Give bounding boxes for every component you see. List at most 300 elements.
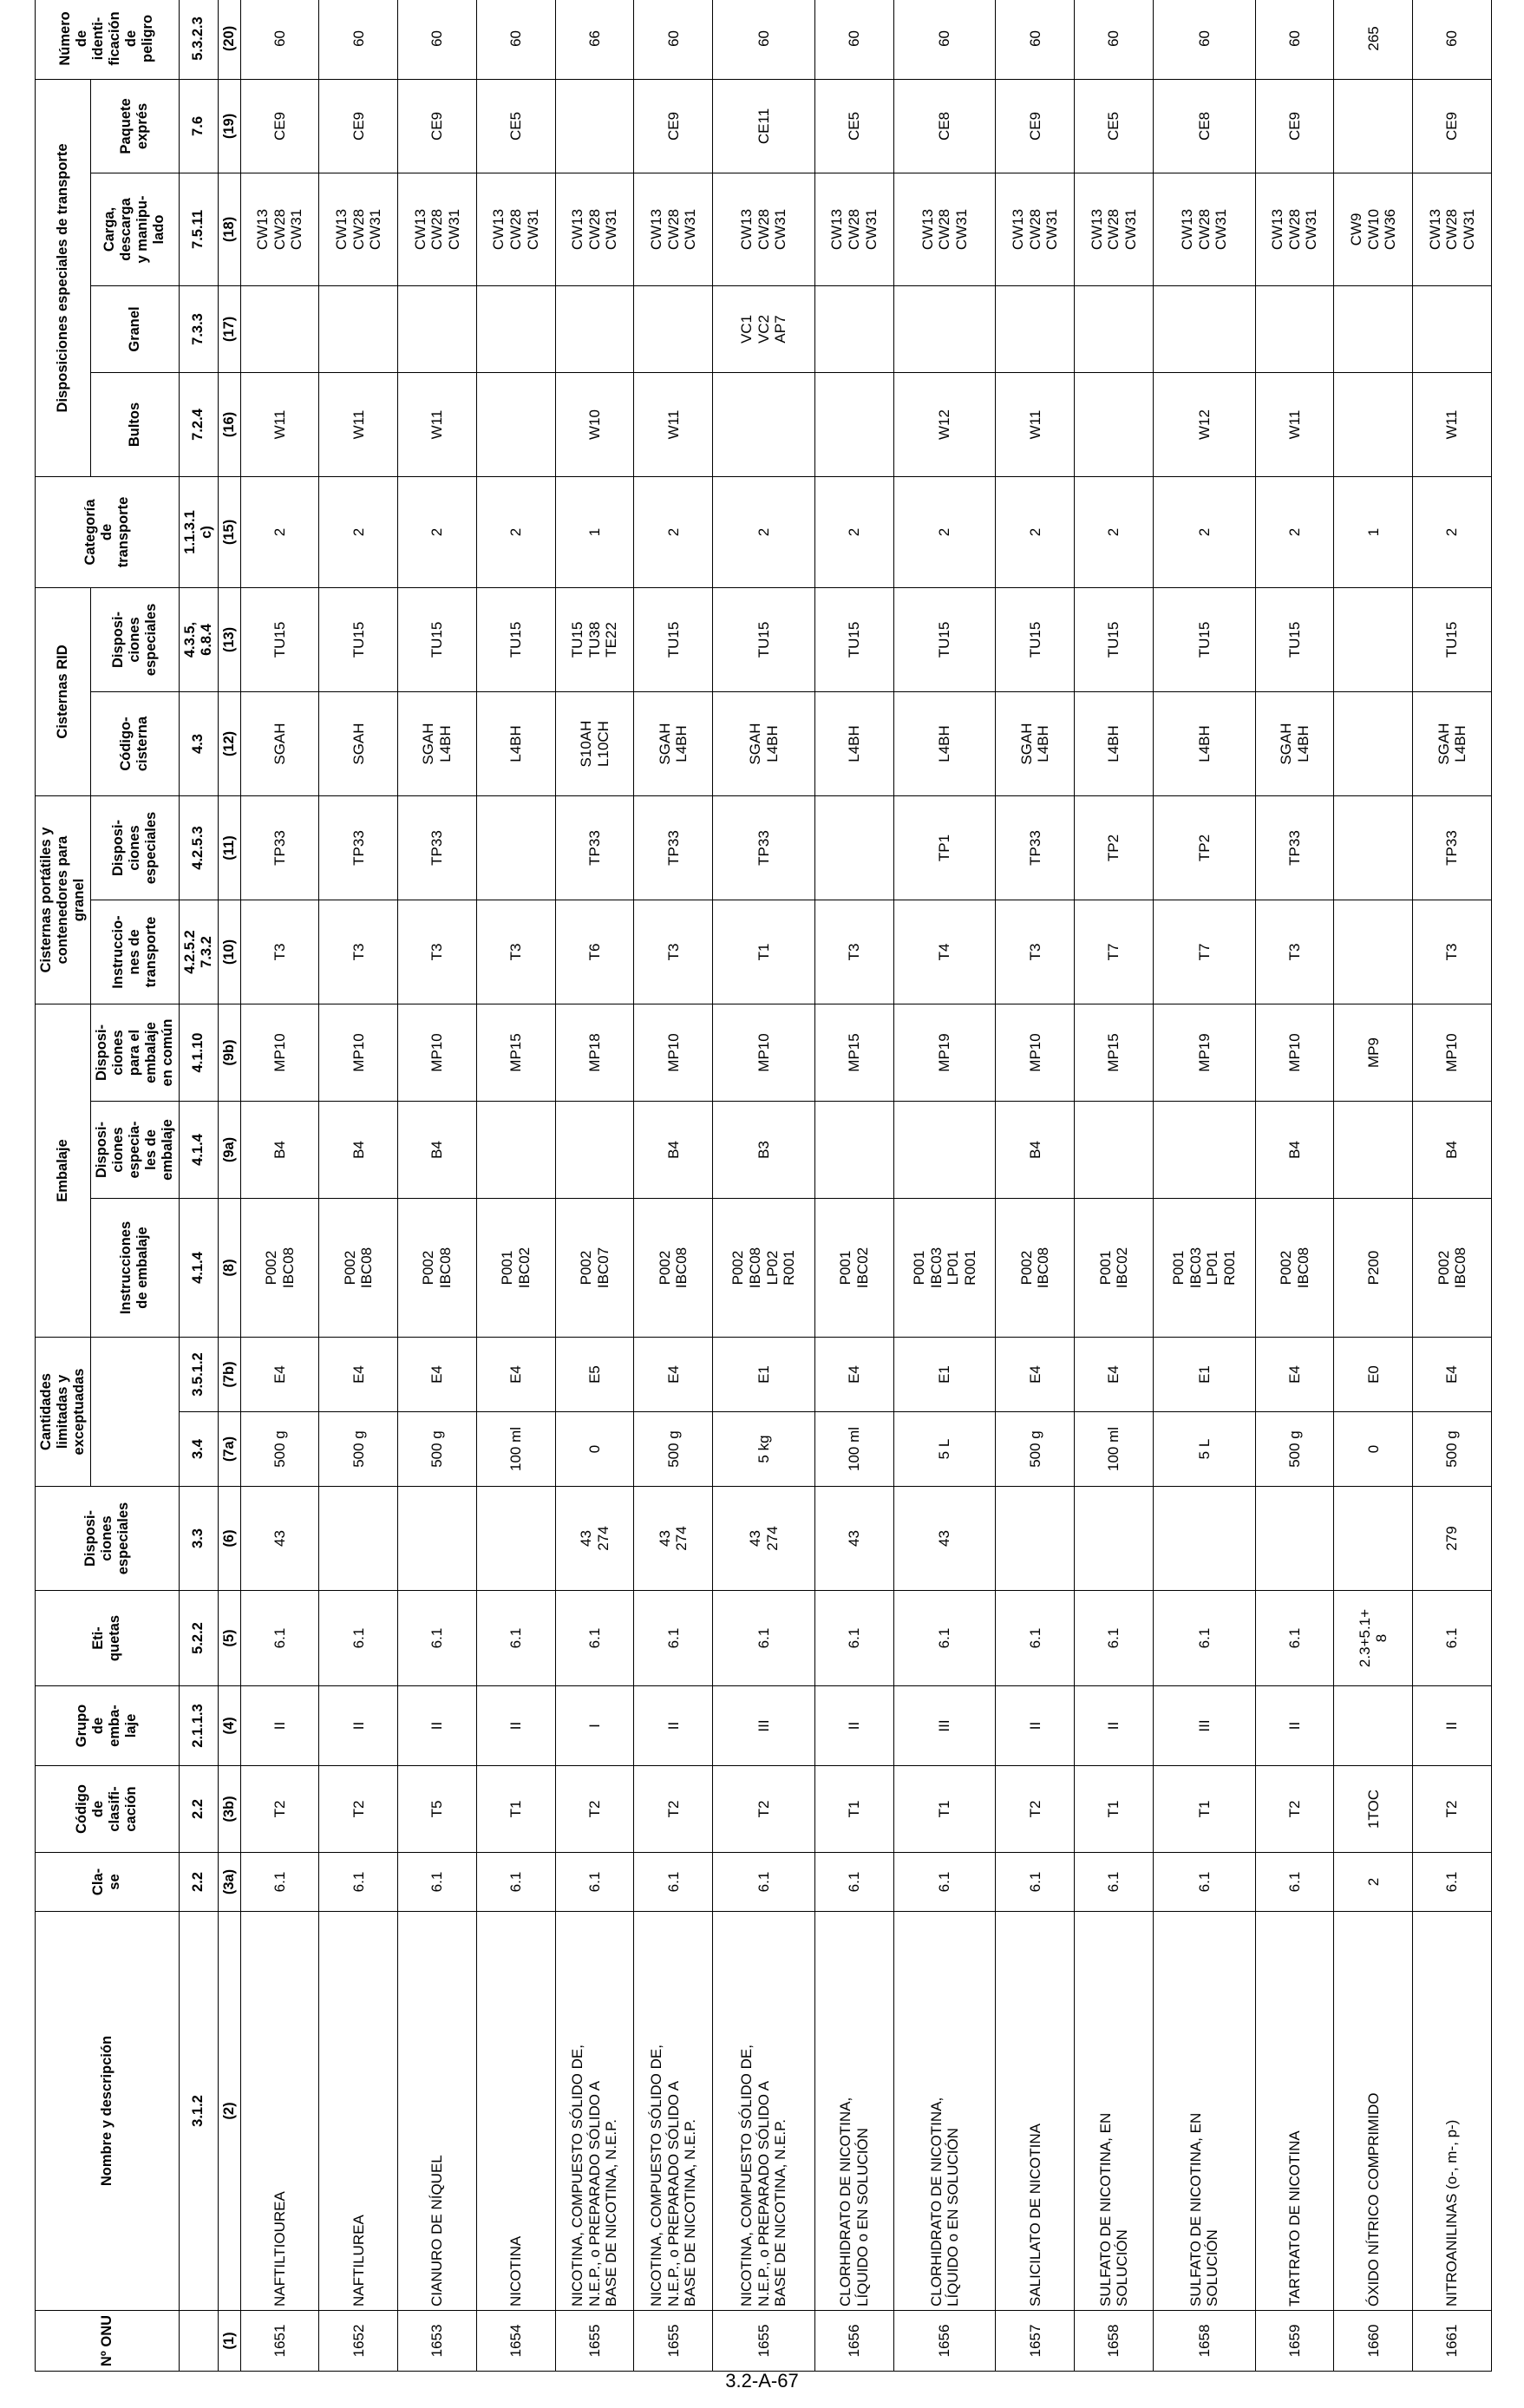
- un-number-cell: 1656: [814, 2311, 893, 2372]
- table-cell: 2: [1153, 476, 1255, 587]
- table-cell: 100 ml: [814, 1412, 893, 1487]
- ref-cell: 7.2.4: [179, 372, 218, 476]
- column-number-cell: (20): [218, 0, 240, 79]
- table-cell: E1: [713, 1338, 815, 1412]
- table-cell: L4BH: [476, 692, 555, 796]
- table-cell: 66: [555, 0, 634, 79]
- un-number-cell: 1652: [319, 2311, 398, 2372]
- table-cell: 500 g: [996, 1412, 1075, 1487]
- table-cell: CE9: [634, 79, 713, 173]
- column-number-cell: (12): [218, 692, 240, 796]
- column-number-cell: (7b): [218, 1338, 240, 1412]
- table-cell: MP10: [713, 1004, 815, 1102]
- table-cell: T3: [1413, 900, 1492, 1004]
- table-cell: W10: [555, 372, 634, 476]
- table-cell: II: [476, 1686, 555, 1766]
- col-header-labels: Eti- quetas: [36, 1591, 180, 1686]
- table-cell: 6.1: [996, 1591, 1075, 1686]
- substance-name-cell: SULFATO DE NICOTINA, EN SOLUCIÓN: [1075, 1912, 1154, 2311]
- table-cell: TU15: [893, 587, 996, 691]
- table-cell: VC1 VC2 AP7: [713, 285, 815, 372]
- table-cell: [476, 1487, 555, 1591]
- table-cell: 60: [476, 0, 555, 79]
- table-row: [555, 0, 634, 2372]
- table-cell: E4: [476, 1338, 555, 1412]
- table-cell: B4: [319, 1102, 398, 1199]
- ref-cell: 3.5.1.2: [179, 1338, 218, 1412]
- un-number-cell: 1658: [1075, 2311, 1154, 2372]
- table-cell: T3: [476, 900, 555, 1004]
- col-header-bulk: Granel: [90, 285, 179, 372]
- table-cell: CW13 CW28 CW31: [893, 173, 996, 285]
- table-cell: T1: [893, 1766, 996, 1853]
- table-cell: 6.1: [240, 1853, 319, 1912]
- table-cell: 265: [1334, 0, 1413, 79]
- col-header-transport-category: Categoría de transporte: [36, 476, 180, 587]
- table-cell: [1334, 372, 1413, 476]
- table-cell: 43 274: [555, 1487, 634, 1591]
- col-header-packing-group: Grupo de emba- laje: [36, 1686, 180, 1766]
- table-cell: CW13 CW28 CW31: [1153, 173, 1255, 285]
- table-cell: P002 IBC07: [555, 1199, 634, 1338]
- table-cell: MP15: [814, 1004, 893, 1102]
- table-cell: TP33: [398, 796, 477, 900]
- table-cell: 60: [634, 0, 713, 79]
- table-cell: T2: [555, 1766, 634, 1853]
- table-row: [713, 0, 815, 2372]
- column-number-cell: (3b): [218, 1766, 240, 1853]
- table-cell: SGAH: [240, 692, 319, 796]
- table-cell: [1334, 587, 1413, 691]
- table-cell: P002 IBC08: [1413, 1199, 1492, 1338]
- ref-cell: 4.1.4: [179, 1199, 218, 1338]
- table-cell: CW13 CW28 CW31: [713, 173, 815, 285]
- table-cell: [398, 1487, 477, 1591]
- table-cell: CE5: [814, 79, 893, 173]
- col-header-rid-tanks: Cisternas RID: [36, 587, 91, 795]
- substance-name-cell: TARTRATO DE NICOTINA: [1255, 1912, 1334, 2311]
- table-cell: 5 L: [893, 1412, 996, 1487]
- table-cell: II: [398, 1686, 477, 1766]
- ref-cell: 2.2: [179, 1853, 218, 1912]
- un-number-cell: 1655: [555, 2311, 634, 2372]
- table-cell: E4: [319, 1338, 398, 1412]
- ref-cell: 3.3: [179, 1487, 218, 1591]
- un-number-cell: 1651: [240, 2311, 319, 2372]
- table-row: [240, 0, 319, 2372]
- table-cell: 6.1: [476, 1591, 555, 1686]
- table-cell: 60: [1413, 0, 1492, 79]
- table-cell: CE8: [1153, 79, 1255, 173]
- table-cell: CW13 CW28 CW31: [996, 173, 1075, 285]
- table-cell: MP10: [240, 1004, 319, 1102]
- table-row: [1334, 0, 1413, 2372]
- table-cell: W11: [240, 372, 319, 476]
- table-cell: TU15: [634, 587, 713, 691]
- table-cell: TU15: [319, 587, 398, 691]
- table-cell: TP33: [713, 796, 815, 900]
- table-cell: 0: [1334, 1412, 1413, 1487]
- table-cell: [634, 285, 713, 372]
- table-cell: II: [1255, 1686, 1334, 1766]
- ref-cell: [179, 2311, 218, 2372]
- table-row: [893, 0, 996, 2372]
- un-number-cell: 1659: [1255, 2311, 1334, 2372]
- table-cell: MP10: [996, 1004, 1075, 1102]
- table-cell: W11: [319, 372, 398, 476]
- col-header-loading: Carga, descarga y manipu- lado: [90, 173, 179, 285]
- table-cell: E1: [1153, 1338, 1255, 1412]
- table-cell: [1334, 79, 1413, 173]
- table-cell: CW13 CW28 CW31: [1075, 173, 1154, 285]
- table-cell: 2: [893, 476, 996, 587]
- table-cell: 6.1: [555, 1853, 634, 1912]
- table-cell: TU15: [240, 587, 319, 691]
- table-cell: T1: [713, 900, 815, 1004]
- table-cell: SGAH L4BH: [1255, 692, 1334, 796]
- table-cell: CW9 CW10 CW36: [1334, 173, 1413, 285]
- table-cell: T3: [1255, 900, 1334, 1004]
- table-cell: CE9: [319, 79, 398, 173]
- table-cell: III: [893, 1686, 996, 1766]
- ref-cell: 3.1.2: [179, 1912, 218, 2311]
- col-header-packaging: Embalaje: [36, 1004, 91, 1338]
- column-number-cell: (4): [218, 1686, 240, 1766]
- table-cell: [555, 285, 634, 372]
- table-cell: 2: [1075, 476, 1154, 587]
- table-cell: 6.1: [996, 1853, 1075, 1912]
- substance-name-cell: NICOTINA, COMPUESTO SÓLIDO DE, N.E.P., o PREPARADO SÓLIDO A BASE DE NICOTINA, N.E.P.: [713, 1912, 815, 2311]
- table-cell: 6.1: [1413, 1591, 1492, 1686]
- table-cell: E4: [1255, 1338, 1334, 1412]
- table-cell: L4BH: [1153, 692, 1255, 796]
- column-number-cell: (9b): [218, 1004, 240, 1102]
- dangerous-goods-table: [35, 0, 1492, 2372]
- table-cell: T2: [319, 1766, 398, 1853]
- table-cell: CE9: [398, 79, 477, 173]
- table-cell: 5 kg: [713, 1412, 815, 1487]
- ref-cell: 3.4: [179, 1412, 218, 1487]
- table-cell: E1: [893, 1338, 996, 1412]
- table-cell: E4: [1075, 1338, 1154, 1412]
- table-cell: 60: [893, 0, 996, 79]
- table-cell: 6.1: [814, 1591, 893, 1686]
- table-cell: SGAH L4BH: [634, 692, 713, 796]
- col-header-name: Nombre y descripción: [36, 1912, 180, 2311]
- table-cell: 43: [814, 1487, 893, 1591]
- table-cell: B4: [634, 1102, 713, 1199]
- rotated-table-wrapper: [35, 12, 1492, 2372]
- un-number-cell: 1655: [634, 2311, 713, 2372]
- substance-name-cell: NICOTINA, COMPUESTO SÓLIDO DE, N.E.P., o PREPARADO SÓLIDO A BASE DE NICOTINA, N.E.P.: [634, 1912, 713, 2311]
- ref-cell: 4.3.5, 6.8.4: [179, 587, 218, 691]
- table-cell: [893, 285, 996, 372]
- table-cell: TP33: [634, 796, 713, 900]
- table-cell: 2: [319, 476, 398, 587]
- table-cell: II: [1075, 1686, 1154, 1766]
- substance-name-cell: NICOTINA: [476, 1912, 555, 2311]
- table-cell: B4: [1255, 1102, 1334, 1199]
- table-cell: 6.1: [1255, 1853, 1334, 1912]
- table-cell: CW13 CW28 CW31: [398, 173, 477, 285]
- table-cell: T3: [319, 900, 398, 1004]
- table-cell: 6.1: [713, 1853, 815, 1912]
- table-cell: T7: [1153, 900, 1255, 1004]
- table-cell: 60: [713, 0, 815, 79]
- table-cell: L4BH: [814, 692, 893, 796]
- col-header-express: Paquete exprés: [90, 79, 179, 173]
- table-cell: W11: [634, 372, 713, 476]
- table-cell: T3: [996, 900, 1075, 1004]
- table-cell: P001 IBC03 LP01 R001: [1153, 1199, 1255, 1338]
- table-row: [634, 0, 713, 2372]
- table-row: [476, 0, 555, 2372]
- table-cell: [1075, 1102, 1154, 1199]
- table-cell: CW13 CW28 CW31: [555, 173, 634, 285]
- table-cell: 6.1: [893, 1853, 996, 1912]
- un-number-cell: 1661: [1413, 2311, 1492, 2372]
- substance-name-cell: SALICILATO DE NICOTINA: [996, 1912, 1075, 2311]
- table-cell: [476, 796, 555, 900]
- table-cell: CE11: [713, 79, 815, 173]
- table-cell: 500 g: [398, 1412, 477, 1487]
- table-cell: II: [634, 1686, 713, 1766]
- table-cell: 6.1: [893, 1591, 996, 1686]
- table-cell: 2: [1413, 476, 1492, 587]
- table-body: [240, 0, 1491, 2372]
- table-cell: [1153, 1102, 1255, 1199]
- table-cell: 279: [1413, 1487, 1492, 1591]
- table-cell: [996, 1487, 1075, 1591]
- table-cell: [1334, 285, 1413, 372]
- table-cell: 6.1: [634, 1853, 713, 1912]
- ref-cell: 5.3.2.3: [179, 0, 218, 79]
- table-cell: CW13 CW28 CW31: [1255, 173, 1334, 285]
- col-header-class: Cla- se: [36, 1853, 180, 1912]
- table-cell: P002 IBC08 LP02 R001: [713, 1199, 815, 1338]
- column-number-cell: (9a): [218, 1102, 240, 1199]
- table-cell: CW13 CW28 CW31: [814, 173, 893, 285]
- column-number-cell: (2): [218, 1912, 240, 2311]
- table-cell: 0: [555, 1412, 634, 1487]
- table-cell: 2: [814, 476, 893, 587]
- table-cell: TU15: [476, 587, 555, 691]
- column-number-cell: (11): [218, 796, 240, 900]
- table-cell: 2: [1334, 1853, 1413, 1912]
- table-cell: P002 IBC08: [1255, 1199, 1334, 1338]
- table-cell: T3: [240, 900, 319, 1004]
- un-number-cell: 1653: [398, 2311, 477, 2372]
- table-cell: P002 IBC08: [319, 1199, 398, 1338]
- table-cell: [1334, 796, 1413, 900]
- substance-name-cell: CIANURO DE NÍQUEL: [398, 1912, 477, 2311]
- table-cell: CE5: [1075, 79, 1154, 173]
- un-number-cell: 1657: [996, 2311, 1075, 2372]
- table-cell: 500 g: [240, 1412, 319, 1487]
- table-row: [398, 0, 477, 2372]
- table-cell: E4: [240, 1338, 319, 1412]
- table-cell: TU15: [1413, 587, 1492, 691]
- table-cell: 6.1: [555, 1591, 634, 1686]
- col-header-pack-special: Disposi- ciones especia- les de embalaje: [90, 1102, 179, 1199]
- table-cell: 60: [1255, 0, 1334, 79]
- table-cell: E4: [1413, 1338, 1492, 1412]
- column-number-cell: (15): [218, 476, 240, 587]
- table-cell: CE9: [1255, 79, 1334, 173]
- table-cell: [476, 1102, 555, 1199]
- table-cell: [555, 1102, 634, 1199]
- table-cell: MP10: [634, 1004, 713, 1102]
- table-cell: W11: [996, 372, 1075, 476]
- table-cell: CW13 CW28 CW31: [319, 173, 398, 285]
- table-cell: CW13 CW28 CW31: [1413, 173, 1492, 285]
- table-cell: TU15: [713, 587, 815, 691]
- table-cell: TP2: [1075, 796, 1154, 900]
- table-cell: [1153, 1487, 1255, 1591]
- table-cell: 6.1: [398, 1591, 477, 1686]
- table-cell: E5: [555, 1338, 634, 1412]
- table-cell: CE8: [893, 79, 996, 173]
- table-cell: T2: [1255, 1766, 1334, 1853]
- table-cell: T7: [1075, 900, 1154, 1004]
- table-cell: [1255, 1487, 1334, 1591]
- table-cell: 2: [713, 476, 815, 587]
- table-cell: 60: [814, 0, 893, 79]
- table-cell: [814, 1102, 893, 1199]
- table-cell: MP10: [398, 1004, 477, 1102]
- table-row: [1153, 0, 1255, 2372]
- column-number-cell: (16): [218, 372, 240, 476]
- table-cell: P001 IBC03 LP01 R001: [893, 1199, 996, 1338]
- table-cell: [1334, 1102, 1413, 1199]
- table-cell: 6.1: [814, 1853, 893, 1912]
- table-cell: 1: [1334, 476, 1413, 587]
- table-cell: 2: [1255, 476, 1334, 587]
- column-number-cell: (8): [218, 1199, 240, 1338]
- table-cell: 500 g: [1255, 1412, 1334, 1487]
- table-cell: W11: [1255, 372, 1334, 476]
- table-cell: 60: [398, 0, 477, 79]
- table-cell: MP9: [1334, 1004, 1413, 1102]
- column-number-cell: (6): [218, 1487, 240, 1591]
- table-cell: [319, 285, 398, 372]
- table-cell: 6.1: [240, 1591, 319, 1686]
- table-cell: 43: [893, 1487, 996, 1591]
- table-cell: W11: [398, 372, 477, 476]
- table-cell: TU15: [996, 587, 1075, 691]
- table-cell: P002 IBC08: [398, 1199, 477, 1338]
- col-header-hazard-id: Número de identi- ficación de peligro: [36, 0, 180, 79]
- table-cell: T3: [814, 900, 893, 1004]
- table-cell: CE9: [1413, 79, 1492, 173]
- table-cell: 6.1: [319, 1853, 398, 1912]
- table-cell: [476, 372, 555, 476]
- table-cell: MP10: [319, 1004, 398, 1102]
- table-cell: 60: [1075, 0, 1154, 79]
- table-row: [1075, 0, 1154, 2372]
- table-cell: [996, 285, 1075, 372]
- table-cell: [476, 285, 555, 372]
- substance-name-cell: NAFTILTIOUREA: [240, 1912, 319, 2311]
- table-cell: 2: [398, 476, 477, 587]
- table-cell: L4BH: [893, 692, 996, 796]
- table-cell: II: [319, 1686, 398, 1766]
- table-cell: W11: [1413, 372, 1492, 476]
- table-cell: W12: [1153, 372, 1255, 476]
- table-cell: 6.1: [1413, 1853, 1492, 1912]
- ref-cell: 7.5.11: [179, 173, 218, 285]
- table-cell: 2: [634, 476, 713, 587]
- table-cell: 500 g: [319, 1412, 398, 1487]
- table-cell: [1334, 692, 1413, 796]
- table-cell: B4: [1413, 1102, 1492, 1199]
- col-header-class-code: Código de clasifi- cación: [36, 1766, 180, 1853]
- table-cell: E4: [996, 1338, 1075, 1412]
- table-cell: MP15: [476, 1004, 555, 1102]
- table-cell: 43 274: [634, 1487, 713, 1591]
- table-cell: 6.1: [713, 1591, 815, 1686]
- limited-spacer: [90, 1338, 179, 1487]
- col-header-special-transport: Disposiciones especiales de transporte: [36, 79, 91, 476]
- col-header-mixed-packing: Disposi- ciones para el embalaje en común: [90, 1004, 179, 1102]
- table-cell: L4BH: [1075, 692, 1154, 796]
- table-cell: II: [996, 1686, 1075, 1766]
- table-cell: T2: [240, 1766, 319, 1853]
- table-cell: [1413, 285, 1492, 372]
- table-cell: III: [1153, 1686, 1255, 1766]
- table-cell: P001 IBC02: [476, 1199, 555, 1338]
- table-cell: SGAH L4BH: [1413, 692, 1492, 796]
- table-cell: III: [713, 1686, 815, 1766]
- table-cell: 6.1: [476, 1853, 555, 1912]
- table-cell: E4: [398, 1338, 477, 1412]
- table-cell: [319, 1487, 398, 1591]
- table-cell: 500 g: [634, 1412, 713, 1487]
- table-row: [996, 0, 1075, 2372]
- column-number-cell: (3a): [218, 1853, 240, 1912]
- substance-name-cell: CLORHIDRATO DE NICOTINA, LÍQUIDO o EN SOLUCIÓN: [814, 1912, 893, 2311]
- table-cell: E0: [1334, 1338, 1413, 1412]
- table-cell: T4: [893, 900, 996, 1004]
- table-cell: 6.1: [1153, 1853, 1255, 1912]
- column-number-cell: (19): [218, 79, 240, 173]
- col-header-tank-instructions: Instruccio- nes de transporte: [90, 900, 179, 1004]
- table-cell: TP33: [240, 796, 319, 900]
- table-cell: 6.1: [1153, 1591, 1255, 1686]
- table-cell: SGAH L4BH: [398, 692, 477, 796]
- table-cell: P001 IBC02: [1075, 1199, 1154, 1338]
- col-header-un-no: Nº ONU: [36, 2311, 180, 2372]
- table-cell: T1: [476, 1766, 555, 1853]
- table-cell: 6.1: [319, 1591, 398, 1686]
- table-cell: T2: [634, 1766, 713, 1853]
- table-cell: SGAH L4BH: [996, 692, 1075, 796]
- column-number-cell: (10): [218, 900, 240, 1004]
- table-cell: [1334, 900, 1413, 1004]
- table-cell: T2: [1413, 1766, 1492, 1853]
- column-number-cell: (1): [218, 2311, 240, 2372]
- table-cell: TU15 TU38 TE22: [555, 587, 634, 691]
- reference-row: [179, 0, 218, 2372]
- table-cell: 6.1: [1255, 1591, 1334, 1686]
- table-cell: CW13 CW28 CW31: [476, 173, 555, 285]
- table-cell: [240, 285, 319, 372]
- table-cell: T1: [814, 1766, 893, 1853]
- table-cell: T2: [996, 1766, 1075, 1853]
- table-cell: B4: [240, 1102, 319, 1199]
- table-cell: [1075, 285, 1154, 372]
- table-cell: B4: [398, 1102, 477, 1199]
